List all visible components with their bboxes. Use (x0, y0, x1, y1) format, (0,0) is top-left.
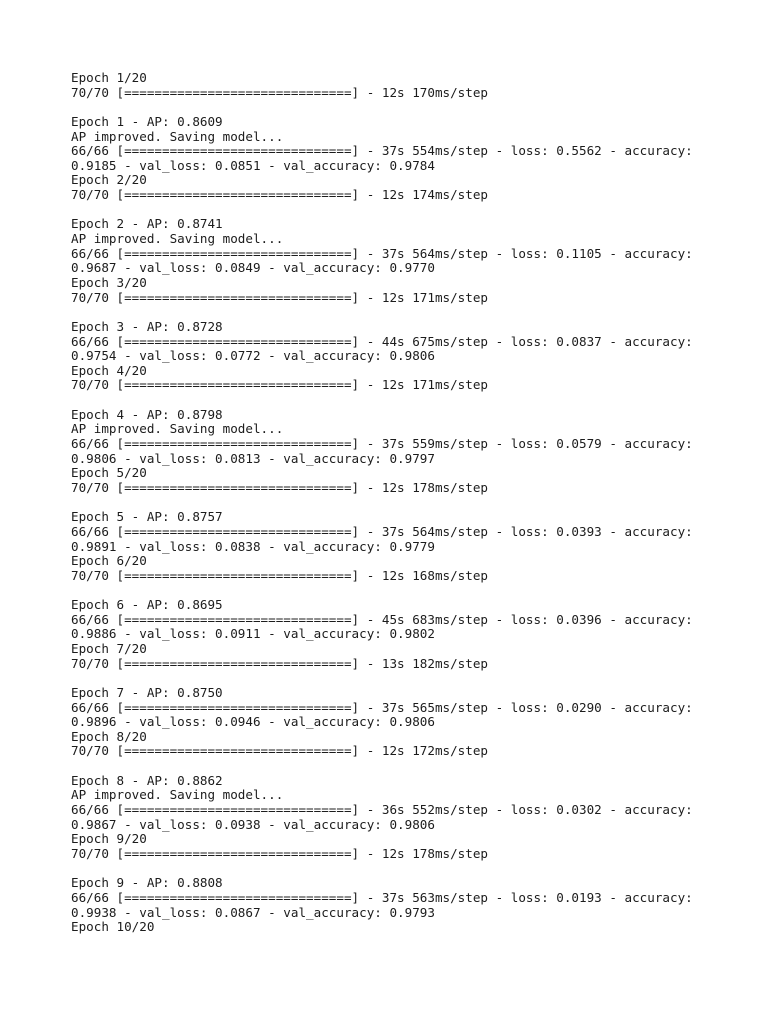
log-line: 70/70 [==============================] - 12s 171ms/step (71, 289, 489, 305)
log-line: 0.9754 - val_loss: 0.0772 - val_accuracy: 0.9806 (71, 348, 435, 364)
log-line: 70/70 [==============================] - 13s 182ms/step (71, 655, 489, 671)
log-line: Epoch 9 - AP: 0.8808 (71, 875, 223, 891)
log-line: 70/70 [==============================] - 12s 172ms/step (71, 743, 489, 759)
log-line: 66/66 [==============================] - 37s 564ms/step - loss: 0.1105 - accuracy: (71, 245, 693, 261)
log-line: 70/70 [==============================] - 12s 178ms/step (71, 845, 489, 861)
log-line: 66/66 [==============================] - 37s 559ms/step - loss: 0.0579 - accuracy: (71, 436, 693, 452)
log-line: Epoch 1/20 (71, 70, 147, 85)
blank-line (71, 393, 751, 408)
blank-line (71, 100, 751, 115)
log-line: AP improved. Saving model... (71, 421, 284, 437)
blank-line (71, 305, 751, 320)
log-line: 66/66 [==============================] - 44s 675ms/step - loss: 0.0837 - accuracy: (71, 333, 693, 349)
log-line: AP improved. Saving model... (71, 128, 284, 144)
training-log-output (71, 71, 751, 935)
blank-line (71, 583, 751, 598)
blank-line (71, 862, 751, 877)
log-line: 70/70 [==============================] - 12s 178ms/step (71, 479, 489, 495)
log-line: Epoch 6 - AP: 0.8695 (71, 597, 223, 613)
log-line: Epoch 3/20 (71, 274, 147, 290)
blank-line (71, 496, 751, 511)
log-line: Epoch 4/20 (71, 362, 147, 378)
log-line: 66/66 [==============================] - 36s 552ms/step - loss: 0.0302 - accuracy: (71, 802, 693, 818)
log-line: Epoch 5 - AP: 0.8757 (71, 509, 223, 525)
log-line: AP improved. Saving model... (71, 231, 284, 247)
log-line: 0.9891 - val_loss: 0.0838 - val_accuracy: 0.9779 (71, 538, 435, 554)
log-line: 66/66 [==============================] - 37s 565ms/step - loss: 0.0290 - accuracy: (71, 699, 693, 715)
log-line: Epoch 7 - AP: 0.8750 (71, 684, 223, 700)
blank-line (71, 671, 751, 686)
log-line: 0.9896 - val_loss: 0.0946 - val_accuracy: 0.9806 (71, 714, 435, 730)
log-line: 70/70 [==============================] - 12s 168ms/step (71, 567, 489, 583)
log-line: Epoch 7/20 (71, 640, 147, 656)
log-line: Epoch 4 - AP: 0.8798 (71, 406, 223, 422)
log-line: 0.9867 - val_loss: 0.0938 - val_accuracy: 0.9806 (71, 816, 435, 832)
log-line: Epoch 8 - AP: 0.8862 (71, 772, 223, 788)
log-line: 66/66 [==============================] - 37s 564ms/step - loss: 0.0393 - accuracy: (71, 523, 693, 539)
log-line: Epoch 9/20 (71, 831, 147, 847)
log-line: Epoch 6/20 (71, 553, 147, 569)
log-line: 70/70 [==============================] - 12s 174ms/step (71, 187, 489, 203)
log-line: 70/70 [==============================] - 12s 171ms/step (71, 377, 489, 393)
log-line: Epoch 2 - AP: 0.8741 (71, 216, 223, 232)
log-line: 70/70 [==============================] - 12s 170ms/step (71, 84, 489, 100)
log-line: 0.9806 - val_loss: 0.0813 - val_accuracy: 0.9797 (71, 450, 435, 466)
log-line: Epoch 1 - AP: 0.8609 (71, 113, 223, 129)
log-line: Epoch 3 - AP: 0.8728 (71, 318, 223, 334)
log-line: 0.9886 - val_loss: 0.0911 - val_accuracy: 0.9802 (71, 626, 435, 642)
log-line: Epoch 10/20 (71, 919, 155, 935)
blank-line (71, 759, 751, 774)
log-line: Epoch 8/20 (71, 728, 147, 744)
log-line: 0.9938 - val_loss: 0.0867 - val_accuracy: 0.9793 (71, 904, 435, 920)
log-line: 66/66 [==============================] - 37s 554ms/step - loss: 0.5562 - accuracy: (71, 143, 693, 159)
log-line: Epoch 2/20 (71, 172, 147, 188)
log-line: AP improved. Saving model... (71, 787, 284, 803)
log-line: 0.9185 - val_loss: 0.0851 - val_accuracy: 0.9784 (71, 157, 435, 173)
blank-line (71, 203, 751, 218)
log-line: 0.9687 - val_loss: 0.0849 - val_accuracy: 0.9770 (71, 260, 435, 276)
log-line: 66/66 [==============================] - 45s 683ms/step - loss: 0.0396 - accuracy: (71, 611, 693, 627)
log-line: 66/66 [==============================] - 37s 563ms/step - loss: 0.0193 - accuracy: (71, 889, 693, 905)
log-line: Epoch 5/20 (71, 465, 147, 481)
